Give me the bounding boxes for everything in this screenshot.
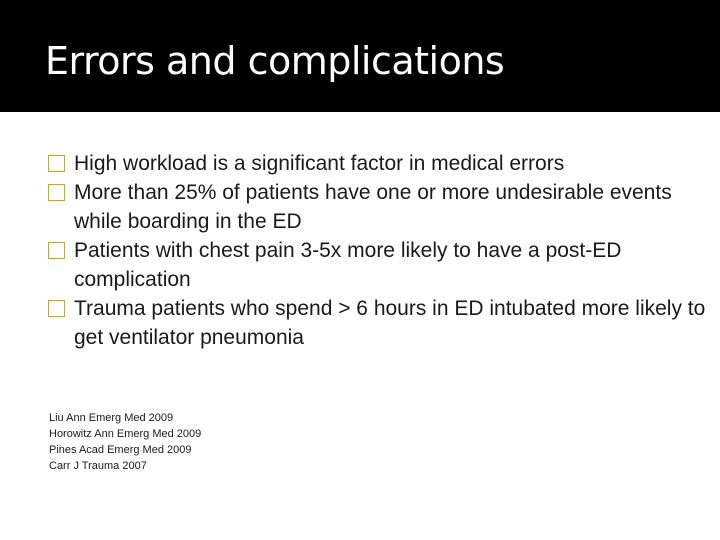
bullet-box-icon xyxy=(48,184,65,201)
bullet-text: Patients with chest pain 3-5x more likely to have a post-ED complication xyxy=(74,239,622,291)
bullet-text: High workload is a significant factor in medical errors xyxy=(74,152,565,175)
bullet-box-icon xyxy=(48,242,65,259)
reference-item: Liu Ann Emerg Med 2009 xyxy=(49,412,174,424)
bullet-list xyxy=(48,149,708,352)
bullet-item xyxy=(48,236,708,294)
reference-item: Pines Acad Emerg Med 2009 xyxy=(49,444,192,456)
bullet-box-icon xyxy=(48,155,65,172)
reference-item: Horowitz Ann Emerg Med 2009 xyxy=(49,428,202,440)
bullet-item xyxy=(48,178,708,236)
references xyxy=(49,410,201,474)
bullet-box-icon xyxy=(48,300,65,317)
bullet-text: More than 25% of patients have one or more undesirable events while boarding in the ED xyxy=(74,181,672,233)
reference-item: Carr J Trauma 2007 xyxy=(49,460,147,472)
bullet-item xyxy=(48,149,708,178)
slide-title: Errors and complications xyxy=(45,39,505,83)
title-band xyxy=(0,0,720,112)
bullet-item xyxy=(48,294,708,352)
bullet-text: Trauma patients who spend > 6 hours in ED intubated more likely to get ventilator pneumonia xyxy=(74,297,706,349)
